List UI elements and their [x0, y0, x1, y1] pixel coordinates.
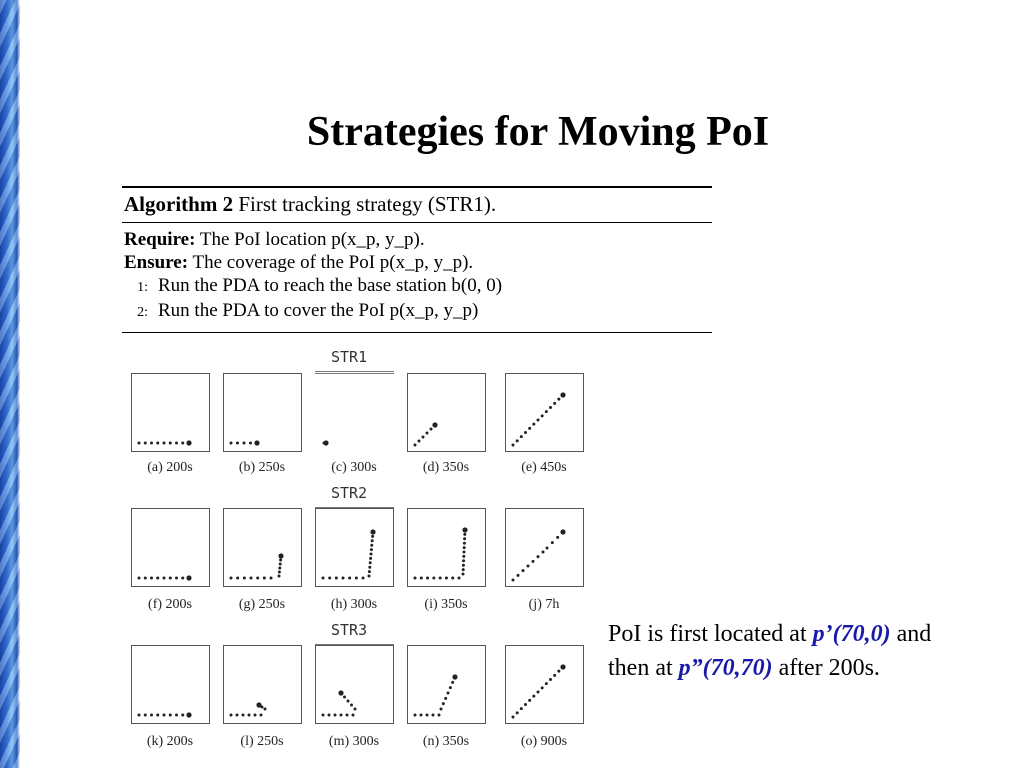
algorithm-step: [124, 274, 710, 299]
sensor-dot: [517, 574, 520, 577]
sensor-dot: [368, 575, 371, 578]
sensor-dot: [420, 714, 423, 717]
sensor-dot: [150, 577, 153, 580]
sensor-dot: [346, 714, 349, 717]
simulation-panel: [505, 645, 584, 724]
sensor-dot: [248, 714, 251, 717]
algorithm-step: [124, 299, 710, 324]
algorithm-heading: [122, 188, 712, 222]
sensor-dot: [354, 708, 357, 711]
poi-marker: [338, 690, 343, 695]
panel-caption: (g) 250s: [238, 597, 286, 612]
panel-caption: (l) 250s: [240, 734, 284, 749]
sensor-dot: [156, 714, 159, 717]
sensor-dot: [243, 442, 246, 445]
sensor-dot: [175, 577, 178, 580]
sensor-trail-plot: [132, 646, 209, 723]
sensor-dot: [463, 537, 466, 540]
sensor-dot: [163, 577, 166, 580]
sensor-dot: [414, 714, 417, 717]
sensor-dot: [156, 442, 159, 445]
sensor-dot: [528, 427, 531, 430]
ensure-line: [124, 251, 710, 274]
sensor-dot: [138, 714, 141, 717]
sensor-dot: [144, 714, 147, 717]
poi-marker: [186, 712, 191, 717]
sensor-dot: [439, 577, 442, 580]
simulation-panel: [407, 508, 486, 587]
label-underline: [315, 371, 394, 372]
ensure-label: Ensure:: [124, 252, 189, 273]
panel-caption: (e) 450s: [521, 460, 567, 475]
sensor-dot: [340, 714, 343, 717]
sensor-dot: [368, 570, 371, 573]
simulation-panel: [131, 373, 210, 452]
poi-marker: [560, 664, 565, 669]
sensor-dot: [442, 702, 445, 705]
simulation-panel: [505, 508, 584, 587]
sensor-dot: [144, 442, 147, 445]
sensor-dot: [549, 406, 552, 409]
sensor-dot: [370, 544, 373, 547]
sensor-dot: [432, 577, 435, 580]
sensor-dot: [440, 708, 443, 711]
note-line2-suffix: after 200s.: [772, 655, 880, 681]
simulation-panel: [223, 508, 302, 587]
sensor-trail-plot: [408, 646, 485, 723]
sensor-dot: [144, 577, 147, 580]
sensor-dot: [138, 442, 141, 445]
sensor-dot: [418, 440, 421, 443]
sensor-dot: [414, 577, 417, 580]
sensor-dot: [528, 699, 531, 702]
sensor-dot: [236, 442, 239, 445]
sensor-dot: [532, 560, 535, 563]
sensor-dot: [512, 444, 515, 447]
poi-marker: [186, 575, 191, 580]
sensor-dot: [462, 564, 465, 567]
sensor-dot: [426, 432, 429, 435]
poi-marker: [560, 392, 565, 397]
sensor-dot: [545, 410, 548, 413]
simulation-panel: [223, 645, 302, 724]
panel-caption: (n) 350s: [422, 734, 470, 749]
sensor-dot: [263, 577, 266, 580]
ensure-text: The coverage of the PoI p(x_p, y_p).: [192, 252, 474, 273]
sensor-dot: [260, 714, 263, 717]
sensor-dot: [462, 555, 465, 558]
sensor-trail-plot: [506, 509, 583, 586]
sensor-dot: [458, 577, 461, 580]
sensor-dot: [169, 577, 172, 580]
sensor-dot: [463, 533, 466, 536]
sensor-dot: [230, 442, 233, 445]
sensor-dot: [347, 700, 350, 703]
sensor-dot: [541, 686, 544, 689]
sensor-dot: [420, 577, 423, 580]
sensor-dot: [557, 670, 560, 673]
sensor-dot: [342, 577, 345, 580]
poi-marker: [323, 440, 328, 445]
note-point2: p”(70,70): [678, 655, 773, 681]
panel-caption: (h) 300s: [330, 597, 378, 612]
sensor-trail-plot: [408, 509, 485, 586]
sensor-dot: [553, 402, 556, 405]
sensor-dot: [462, 573, 465, 576]
sensor-dot: [546, 547, 549, 550]
note-line1-prefix: PoI is first located at: [608, 621, 813, 647]
sensor-dot: [181, 577, 184, 580]
note-line1-suffix: and: [890, 621, 932, 647]
sensor-dot: [449, 686, 452, 689]
sensor-dot: [328, 577, 331, 580]
sensor-dot: [516, 439, 519, 442]
simulation-panel: [505, 373, 584, 452]
panel-caption: (k) 200s: [146, 734, 194, 749]
sensor-dot: [520, 435, 523, 438]
panel-caption: (b) 250s: [238, 460, 286, 475]
simulation-panel: [131, 508, 210, 587]
sensor-dot: [236, 714, 239, 717]
sensor-dot: [270, 577, 273, 580]
sensor-dot: [462, 559, 465, 562]
sensor-dot: [557, 398, 560, 401]
sensor-dot: [532, 423, 535, 426]
sensor-dot: [335, 577, 338, 580]
sensor-dot: [242, 714, 245, 717]
sensor-dot: [163, 714, 166, 717]
sensor-dot: [451, 681, 454, 684]
sensor-dot: [230, 714, 233, 717]
panel-caption: (d) 350s: [422, 460, 470, 475]
sensor-dot: [512, 579, 515, 582]
sensor-dot: [542, 551, 545, 554]
sensor-dot: [537, 555, 540, 558]
sensor-dot: [556, 536, 559, 539]
sensor-dot: [426, 714, 429, 717]
sensor-dot: [175, 442, 178, 445]
sensor-dot: [512, 716, 515, 719]
sensor-trail-plot: [316, 509, 393, 586]
poi-marker: [560, 529, 565, 534]
sensor-dot: [169, 442, 172, 445]
panel-caption: (o) 900s: [520, 734, 568, 749]
sensor-trail-plot: [132, 509, 209, 586]
poi-marker: [370, 529, 375, 534]
poi-marker: [254, 440, 259, 445]
sensor-dot: [551, 541, 554, 544]
simulation-panel: [407, 373, 486, 452]
sensor-dot: [369, 557, 372, 560]
sensor-dot: [181, 714, 184, 717]
panel-caption: (i) 350s: [424, 597, 468, 612]
sensor-dot: [169, 714, 172, 717]
step-number: 1:: [137, 280, 148, 295]
sensor-dot: [278, 575, 281, 578]
simulation-panel: [407, 645, 486, 724]
sensor-dot: [150, 442, 153, 445]
sensor-dot: [430, 428, 433, 431]
sensor-dot: [264, 708, 267, 711]
sensor-dot: [236, 577, 239, 580]
sensor-dot: [462, 568, 465, 571]
sensor-dot: [362, 577, 365, 580]
sensor-dot: [254, 714, 257, 717]
algorithm-body: [122, 223, 712, 332]
sensor-dot: [249, 442, 252, 445]
sensor-dot: [463, 546, 466, 549]
panel-caption: (c) 300s: [331, 460, 377, 475]
sensor-dot: [432, 714, 435, 717]
sensor-trail-plot: [506, 646, 583, 723]
sensor-dot: [368, 566, 371, 569]
sensor-trail-plot: [408, 374, 485, 451]
sensor-dot: [537, 691, 540, 694]
step-text: Run the PDA to reach the base station b(0, 0): [158, 275, 503, 296]
simulation-panel: [223, 373, 302, 452]
sensor-dot: [522, 569, 525, 572]
poi-marker: [278, 553, 283, 558]
sensor-dot: [537, 419, 540, 422]
sensor-dot: [350, 704, 353, 707]
poi-marker: [186, 440, 191, 445]
sensor-dot: [369, 561, 372, 564]
sensor-dot: [343, 696, 346, 699]
sensor-dot: [414, 444, 417, 447]
sensor-dot: [243, 577, 246, 580]
sensor-dot: [527, 565, 530, 568]
sensor-dot: [532, 695, 535, 698]
sensor-dot: [463, 542, 466, 545]
algorithm-box: [122, 186, 712, 333]
sensor-dot: [371, 535, 374, 538]
sensor-dot: [553, 674, 556, 677]
sensor-dot: [516, 711, 519, 714]
panel-caption: (a) 200s: [147, 460, 193, 475]
sensor-dot: [444, 697, 447, 700]
sensor-dot: [355, 577, 358, 580]
sensor-dot: [334, 714, 337, 717]
sensor-dot: [545, 682, 548, 685]
sensor-dot: [463, 551, 466, 554]
sensor-trail-plot: [132, 374, 209, 451]
sensor-dot: [370, 553, 373, 556]
sensor-dot: [422, 436, 425, 439]
poi-marker: [452, 674, 457, 679]
sensor-dot: [524, 431, 527, 434]
sensor-dot: [250, 577, 253, 580]
sensor-dot: [163, 442, 166, 445]
require-line: [124, 228, 710, 251]
note-point1: p’(70,0): [812, 621, 891, 647]
step-number: 2:: [137, 305, 148, 320]
sensor-dot: [156, 577, 159, 580]
sensor-dot: [256, 577, 259, 580]
poi-note: [608, 617, 1008, 685]
sensor-dot: [278, 571, 281, 574]
require-text: The PoI location p(x_p, y_p).: [199, 229, 425, 250]
sensor-dot: [352, 714, 355, 717]
sensor-dot: [175, 714, 178, 717]
sensor-dot: [230, 577, 233, 580]
step-text: Run the PDA to cover the PoI p(x_p, y_p): [158, 300, 479, 321]
sensor-trail-plot: [316, 646, 393, 723]
sensor-trail-plot: [315, 374, 392, 451]
algorithm-number: Algorithm 2: [124, 192, 234, 216]
simulation-panel: [315, 373, 394, 452]
poi-marker: [256, 702, 261, 707]
poi-marker: [462, 527, 467, 532]
sensor-trail-plot: [506, 374, 583, 451]
sensor-dot: [447, 692, 450, 695]
sensor-dot: [328, 714, 331, 717]
sensor-dot: [279, 559, 282, 562]
panel-caption: (j) 7h: [528, 597, 560, 612]
simulation-panel: [315, 645, 394, 724]
sensor-dot: [322, 577, 325, 580]
sensor-dot: [279, 563, 282, 566]
sensor-dot: [278, 567, 281, 570]
panel-caption: (f) 200s: [148, 597, 192, 612]
sensor-dot: [181, 442, 184, 445]
poi-marker: [432, 422, 437, 427]
sensor-dot: [541, 414, 544, 417]
strategy-label: STR2: [331, 484, 368, 502]
sensor-dot: [371, 539, 374, 542]
sensor-dot: [426, 577, 429, 580]
sensor-dot: [370, 548, 373, 551]
panel-caption: (m) 300s: [328, 734, 380, 749]
algorithm-title: First tracking strategy (STR1).: [238, 192, 497, 216]
simulation-panel: [315, 508, 394, 587]
sensor-dot: [150, 714, 153, 717]
simulation-panel: [131, 645, 210, 724]
slide-title: Strategies for Moving PoI: [306, 109, 770, 155]
sensor-dot: [322, 714, 325, 717]
sensor-trail-plot: [224, 509, 301, 586]
sensor-trail-plot: [224, 646, 301, 723]
sensor-dot: [348, 577, 351, 580]
sensor-dot: [520, 707, 523, 710]
sensor-dot: [524, 703, 527, 706]
sensor-dot: [445, 577, 448, 580]
sensor-trail-plot: [224, 374, 301, 451]
strategy-label: STR3: [331, 621, 368, 639]
sensor-dot: [438, 714, 441, 717]
note-line2-prefix: then at: [608, 655, 679, 681]
sensor-dot: [138, 577, 141, 580]
require-label: Require:: [124, 229, 196, 250]
sensor-dot: [549, 678, 552, 681]
sensor-dot: [451, 577, 454, 580]
strategy-label: STR1: [331, 348, 368, 366]
